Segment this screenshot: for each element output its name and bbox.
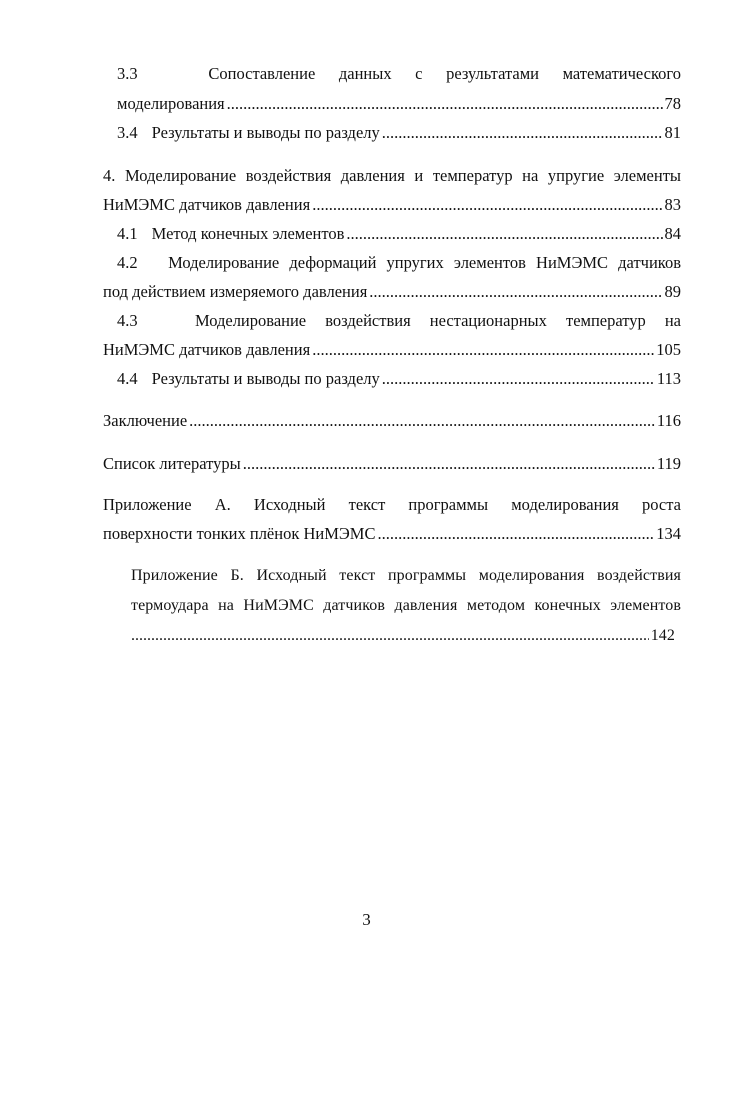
toc-item-4-1[interactable]	[117, 224, 681, 244]
toc-chapter-4-line2[interactable]	[103, 195, 681, 215]
toc-item-title: Метод конечных элементов	[151, 224, 345, 243]
toc-item-references[interactable]	[103, 454, 681, 474]
toc-leader-dots	[189, 411, 655, 431]
toc-item-title: под действием измеряемого давления	[103, 282, 368, 301]
toc-page-number: 89	[664, 282, 681, 301]
toc-item-number: 4.3	[117, 311, 138, 330]
toc-item-title: НиМЭМС датчиков давления	[103, 340, 311, 359]
toc-page-number: 78	[664, 94, 681, 113]
toc-page-number: 81	[664, 123, 681, 142]
toc-item-title: Результаты и выводы по разделу	[151, 123, 380, 142]
toc-page-number: 134	[656, 524, 681, 543]
toc-item-title: Моделирование деформаций упругих элементов НиМЭМС датчиков	[168, 253, 682, 272]
toc-page-number: 116	[656, 411, 681, 430]
toc-appendix-b-line1	[131, 567, 681, 585]
toc-item-4-3-line2[interactable]	[103, 340, 681, 360]
toc-appendix-b-line3[interactable]	[131, 627, 675, 645]
toc-chapter-title: 4. Моделирование воздействия давления и температур на упругие элементы	[103, 166, 681, 185]
toc-item-number: 4.2	[117, 253, 138, 272]
toc-appendix-title: Приложение Б. Исходный текст программы моделирования воздействия	[131, 567, 681, 584]
toc-appendix-title: Приложение А. Исходный текст программы моделирования роста	[103, 495, 681, 514]
toc-appendix-title: поверхности тонких плёнок НиМЭМС	[103, 524, 376, 543]
toc-item-conclusion[interactable]	[103, 411, 681, 431]
toc-item-title: Моделирование воздействия нестационарных температур на	[194, 311, 682, 330]
toc-leader-dots	[369, 282, 662, 302]
toc-item-number: 4.1	[117, 224, 138, 243]
toc-leader-dots	[312, 195, 662, 215]
toc-page-number: 105	[656, 340, 681, 359]
toc-leader-dots	[382, 369, 655, 389]
toc-appendix-a-line1	[103, 495, 681, 515]
toc-page-number: 84	[664, 224, 681, 243]
toc-leader-dots	[227, 94, 663, 114]
toc-item-title: моделирования	[117, 94, 225, 113]
toc-chapter-4-line1	[103, 166, 681, 186]
toc-chapter-title: НиМЭМС датчиков давления	[103, 195, 311, 214]
toc-item-number: 4.4	[117, 369, 138, 388]
toc-item-4-2-line1	[117, 253, 681, 273]
toc-page-number: 83	[664, 195, 681, 214]
toc-item-3-3-line2[interactable]	[117, 94, 681, 114]
toc-item-title: Сопоставление данных с результатами математического	[208, 64, 681, 83]
toc-leader-dots	[312, 340, 654, 360]
toc-appendix-b-line2	[131, 597, 681, 615]
toc-item-4-3-line1	[117, 311, 681, 331]
toc-item-number: 3.3	[117, 64, 138, 83]
toc-leader-dots	[382, 123, 663, 143]
toc-item-title: Заключение	[103, 411, 188, 430]
toc-leader-dots	[131, 627, 649, 645]
toc-item-3-4[interactable]	[117, 123, 681, 143]
toc-item-4-2-line2[interactable]	[103, 282, 681, 302]
toc-item-3-3-line1	[117, 64, 681, 84]
toc-page-number: 113	[656, 369, 681, 388]
toc-item-4-4[interactable]	[117, 369, 681, 389]
toc-appendix-a-line2[interactable]	[103, 524, 681, 544]
toc-item-number: 3.4	[117, 123, 138, 142]
toc-leader-dots	[243, 454, 655, 474]
toc-page-number: 119	[656, 454, 681, 473]
toc-item-title: Список литературы	[103, 454, 241, 473]
toc-leader-dots	[346, 224, 662, 244]
toc-item-title: Результаты и выводы по разделу	[151, 369, 380, 388]
page-number: 3	[362, 910, 371, 929]
toc-appendix-title: термоудара на НиМЭМС датчиков давления методом конечных элементов	[131, 597, 681, 614]
toc-leader-dots	[377, 524, 654, 544]
toc-page-number: 142	[650, 627, 675, 644]
